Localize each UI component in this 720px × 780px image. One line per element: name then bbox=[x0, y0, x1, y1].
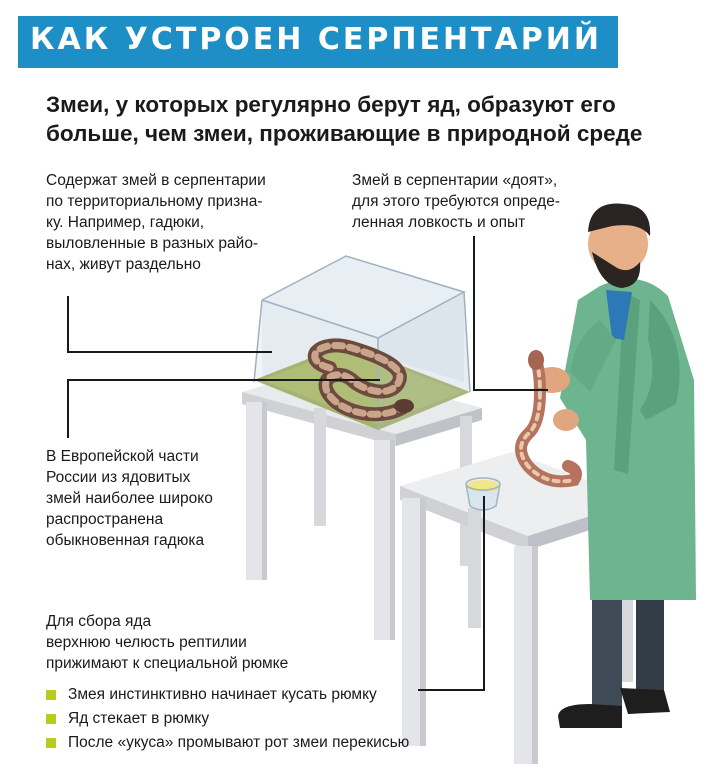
collection-steps bbox=[46, 683, 409, 755]
note-line: ленная ловкость и опыт bbox=[352, 214, 526, 231]
note-territory bbox=[46, 170, 266, 275]
note-line: верхнюю челюсть рептилии bbox=[46, 634, 247, 651]
note-line: обыкновенная гадюка bbox=[46, 532, 205, 549]
note-line: Содержат змей в серпентарии bbox=[46, 172, 266, 189]
note-line: по территориальному призна- bbox=[46, 193, 263, 210]
note-line: Змей в серпентарии «доят», bbox=[352, 172, 558, 189]
step-text: После «укуса» промывают рот змеи перекисью bbox=[68, 734, 410, 751]
step-text: Яд стекает в рюмку bbox=[68, 710, 210, 727]
step-item bbox=[46, 731, 409, 755]
note-line: ку. Например, гадюки, bbox=[46, 214, 205, 231]
page-title: КАК УСТРОЕН СЕРПЕНТАРИЙ bbox=[30, 22, 602, 57]
step-text: Змея инстинктивно начинает кусать рюмку bbox=[68, 686, 377, 703]
square-bullet-icon bbox=[46, 690, 56, 700]
note-venom-collection bbox=[46, 611, 288, 674]
note-european-viper bbox=[46, 446, 213, 551]
note-line: для этого требуются опреде- bbox=[352, 193, 560, 210]
page-subtitle bbox=[46, 90, 686, 148]
square-bullet-icon bbox=[46, 714, 56, 724]
note-line: прижимают к специальной рюмке bbox=[46, 655, 289, 672]
subtitle-line: больше, чем змеи, проживающие в природной среде bbox=[46, 121, 643, 146]
note-line: распространена bbox=[46, 511, 164, 528]
note-line: выловленные в разных райо- bbox=[46, 235, 259, 252]
note-line: нах, живут раздельно bbox=[46, 256, 201, 273]
note-line: змей наиболее широко bbox=[46, 490, 213, 507]
snake-handler bbox=[534, 204, 696, 728]
note-line: России из ядовитых bbox=[46, 469, 191, 486]
note-milking bbox=[352, 170, 560, 233]
note-line: Для сбора яда bbox=[46, 613, 152, 630]
step-item bbox=[46, 683, 409, 707]
note-line: В Европейской части bbox=[46, 448, 199, 465]
step-item bbox=[46, 707, 409, 731]
subtitle-line: Змеи, у которых регулярно берут яд, образуют его bbox=[46, 92, 616, 117]
square-bullet-icon bbox=[46, 738, 56, 748]
